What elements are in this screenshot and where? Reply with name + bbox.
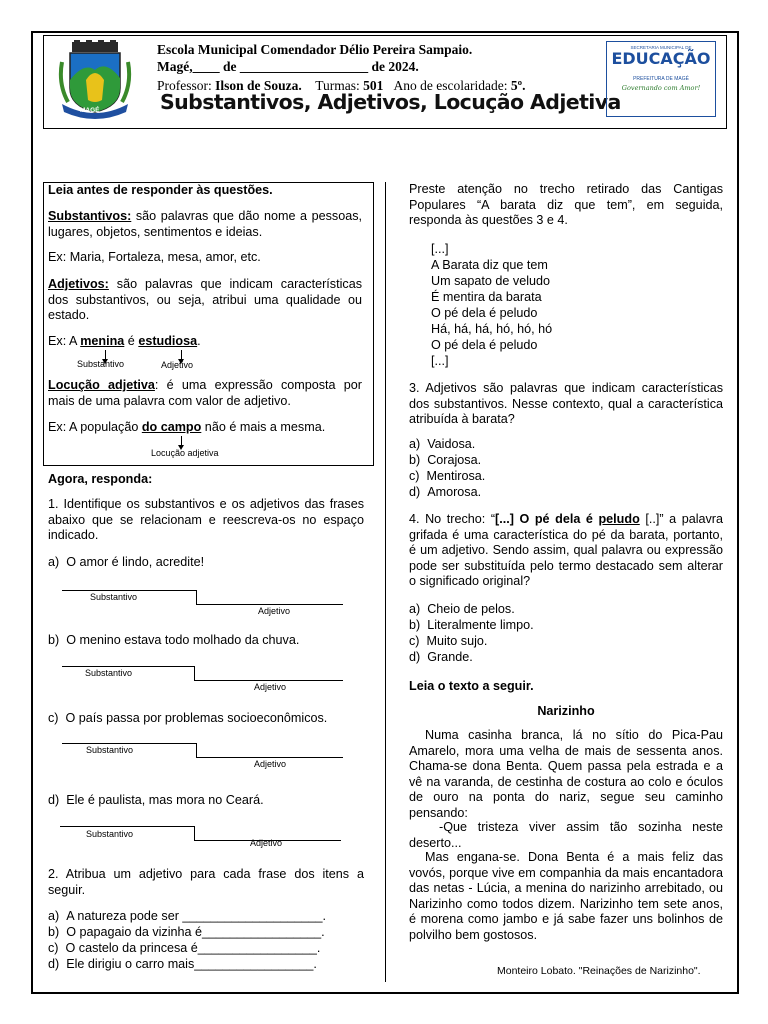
adj-example: Ex: A menina é estudiosa. xyxy=(48,334,201,348)
logo-main-text: EDUCAÇÃO xyxy=(611,49,711,68)
label-substantivo: Substantivo xyxy=(90,592,138,602)
q1-item-d: d) Ele é paulista, mas mora no Ceará. xyxy=(48,793,264,807)
box-heading: Leia antes de responder às questões. xyxy=(48,183,273,197)
poem-line: [...] xyxy=(431,354,449,368)
label-locucao: Locução adjetiva xyxy=(151,448,219,458)
label-adjetivo: Adjetivo xyxy=(250,838,283,848)
q1-item-b: b) O menino estava todo molhado da chuva. xyxy=(48,633,300,647)
q2-item-c: c) O castelo da princesa é_________________. xyxy=(48,941,321,955)
answer-line-adj[interactable] xyxy=(194,680,343,681)
label-substantivo: Substantivo xyxy=(86,745,134,755)
q1-statement: 1. Identifique os substantivos e os adjetivos das frases abaixo que se relacionam e reescreva-os no espaço indicado. xyxy=(48,497,364,542)
poem-line: Um sapato de veludo xyxy=(431,274,551,288)
page-title: Substantivos, Adjetivos, Locução Adjetiva xyxy=(160,90,621,114)
label-adjetivo: Adjetivo xyxy=(254,759,287,769)
answer-line-step xyxy=(196,590,197,604)
q4-option-a[interactable]: a) Cheio de pelos. xyxy=(409,602,515,616)
answer-line-subst[interactable] xyxy=(62,666,194,667)
label-substantivo: Substantivo xyxy=(77,359,125,369)
story-title: Narizinho xyxy=(537,704,595,718)
answer-line-adj[interactable] xyxy=(196,757,343,758)
story-paragraph-1: Numa casinha branca, lá no sítio do Pica-Pau Amarelo, mora uma velha de mais de sessenta anos. Chama-se dona Benta. Quem passa pela estrada e a vê na varanda, de cestinha de costura ao colo e óculos de ouro na ponta do nariz, segue seu caminho pensando: xyxy=(409,728,723,820)
subst-definition: Substantivos: são palavras que dão nome a pessoas, lugares, objetos, sentimentos e ideias. xyxy=(48,209,362,239)
q4-option-c[interactable]: c) Muito sujo. xyxy=(409,634,488,648)
poem-line: É mentira da barata xyxy=(431,290,542,304)
label-substantivo: Substantivo xyxy=(86,829,134,839)
q4-option-d[interactable]: d) Grande. xyxy=(409,650,473,664)
q1-item-c: c) O país passa por problemas socioeconômicos. xyxy=(48,711,328,725)
story-source: Monteiro Lobato. "Reinações de Narizinho". xyxy=(497,965,701,977)
poem-line: A Barata diz que tem xyxy=(431,258,548,272)
q3-option-a[interactable]: a) Vaidosa. xyxy=(409,437,476,451)
loc-example: Ex: A população do campo não é mais a mesma. xyxy=(48,420,326,434)
education-logo xyxy=(606,41,716,117)
poem-line: [...] xyxy=(431,242,449,256)
answer-line-adj[interactable] xyxy=(196,604,343,605)
poem-intro: Preste atenção no trecho retirado das Cantigas Populares “A barata diz que tem”, em seguida, responda às questões 3 e 4. xyxy=(409,182,723,227)
city-date-line: Magé,____ de ___________________ de 2024. xyxy=(157,59,419,74)
arrow-down-icon xyxy=(181,436,182,447)
school-name: Escola Municipal Comendador Délio Pereira Sampaio. xyxy=(157,42,473,57)
label-adjetivo: Adjetivo xyxy=(254,682,287,692)
answer-line-subst[interactable] xyxy=(62,590,196,591)
q2-statement: 2. Atribua um adjetivo para cada frase dos itens a seguir. xyxy=(48,867,364,897)
story-paragraph-3: Mas engana-se. Dona Benta é a mais feliz das vovós, porque vive em companhia da mais encantadora das netas - Lúcia, a menina do narizinho arrebitado, ou Narizinho como todos dizem. Narizinho tem sete anos, é morena como jambo e já sabe fazer uns bolinhos de polvilho bem gostosos. xyxy=(409,850,723,942)
logo-sub-text: PREFEITURA DE MAGÉ xyxy=(633,76,689,82)
story-paragraph-2: -Que tristeza viver assim tão sozinha neste deserto... xyxy=(409,820,723,850)
poem-line: Há, há, há, hó, hó, hó xyxy=(431,322,553,336)
logo-slogan-text: Governando com Amor! xyxy=(621,84,701,92)
label-substantivo: Substantivo xyxy=(85,668,133,678)
adj-definition: Adjetivos: são palavras que indicam características dos substantivos, ou seja, atribui uma qualidade ou estado. xyxy=(48,277,362,322)
q3-option-c[interactable]: c) Mentirosa. xyxy=(409,469,486,483)
loc-definition: Locução adjetiva: é uma expressão composta por mais de uma palavra com valor de adjetivo. xyxy=(48,378,362,408)
q2-item-a: a) A natureza pode ser ____________________. xyxy=(48,909,326,923)
answer-line-step xyxy=(194,826,195,840)
answer-line-subst[interactable] xyxy=(60,826,194,827)
respond-heading: Agora, responda: xyxy=(48,472,153,486)
q3-option-b[interactable]: b) Corajosa. xyxy=(409,453,482,467)
answer-line-step xyxy=(196,743,197,757)
logo-banner-text: MAGÉ xyxy=(80,107,100,114)
q2-item-b: b) O papagaio da vizinha é_________________. xyxy=(48,925,325,939)
subst-example: Ex: Maria, Fortaleza, mesa, amor, etc. xyxy=(48,250,261,264)
label-adjetivo: Adjetivo xyxy=(258,606,291,616)
column-divider xyxy=(385,182,386,982)
q1-item-a: a) O amor é lindo, acredite! xyxy=(48,555,205,569)
logo-small-text: SECRETARIA MUNICIPAL DE xyxy=(630,45,692,50)
q2-item-d: d) Ele dirigiu o carro mais_________________. xyxy=(48,957,317,971)
answer-line-step xyxy=(194,666,195,680)
q3-statement: 3. Adjetivos são palavras que indicam características dos substantivos. Nesse contexto, qual a característica atribuída à barata? xyxy=(409,381,723,426)
q3-option-d[interactable]: d) Amorosa. xyxy=(409,485,482,499)
label-adjetivo: Adjetivo xyxy=(161,360,194,370)
read-text-heading: Leia o texto a seguir. xyxy=(409,679,534,693)
answer-line-subst[interactable] xyxy=(62,743,196,744)
poem-line: O pé dela é peludo xyxy=(431,306,538,320)
teacher-line: Professor: Ilson de Souza. Turmas: 501 Ano de escolaridade: 5º. xyxy=(157,78,526,93)
q4-option-b[interactable]: b) Literalmente limpo. xyxy=(409,618,534,632)
q4-statement: 4. No trecho: “[...] O pé dela é peludo [..]” a palavra grifada é uma característica do pé da barata, portanto, é um adjetivo. Sendo assim, qual palavra ou expressão pode ser substituída pelo termo destacado sem alterar o significado original? xyxy=(409,512,723,588)
poem-line: O pé dela é peludo xyxy=(431,338,538,352)
